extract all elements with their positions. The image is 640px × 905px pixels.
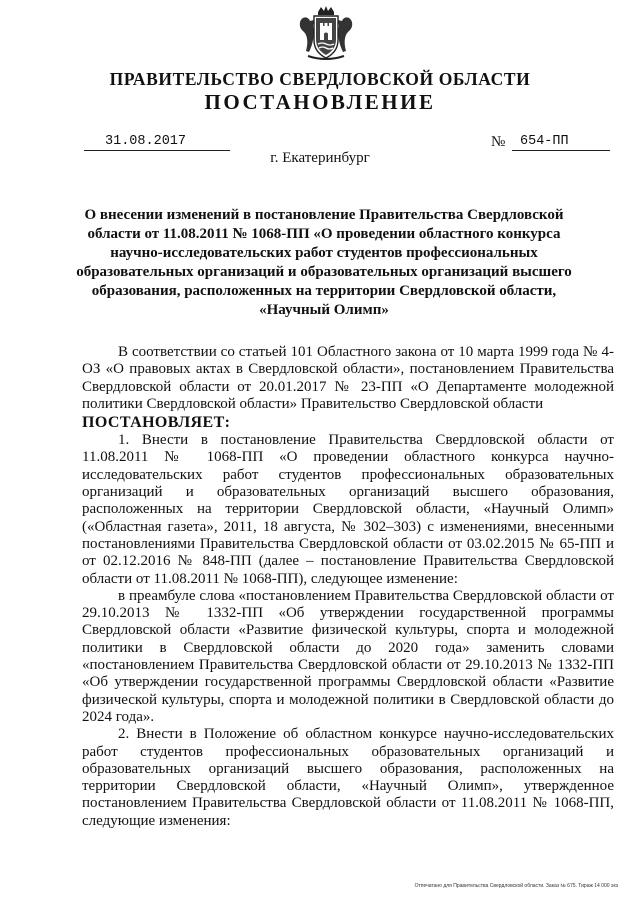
item-2-paragraph: 2. Внести в Положение об областном конкурсе научно-исследовательских работ студентов профессиональных образовательных организаций и образовательных организаций высшего образования, расположенных на территории Свердловской области, «Научный Олимп», утвержденное постановлением Правительства Свердловской области от 11.08.2011 № 1068-ПП, следующие изменения: [82, 726, 614, 829]
resolves-heading: ПОСТАНОВЛЯЕТ: [82, 414, 231, 432]
document-date: 31.08.2017 [105, 134, 187, 149]
document-number: 654-ПП [520, 134, 569, 149]
document-type: ПОСТАНОВЛЕНИЕ [204, 90, 436, 114]
document-subject: О внесении изменений в постановление Правительства Свердловской области от 11.08.2011 № 1068-ПП «О проведении областного конкурса научно-исследовательских работ студентов профессиональных образовательных организаций и образовательных организаций высшего образования, расположенных на территории Свердловской области, «Научный Олимп» [76, 207, 572, 318]
sverdlovsk-coat-of-arms-icon [296, 4, 356, 64]
item-1-change-paragraph: в преамбуле слова «постановлением Правительства Свердловской области от 29.10.2013 № 1332-ПП «Об утверждении государственной программы Свердловской области «Развитие физической культуры, спорта и молодежной политики в Свердловской области до 2020 года» заменить словами «постановлением Правительства Свердловской области от 29.10.2013 № 1332-ПП «Об утверждении государственной программы Свердловской области «Развитие физической культуры, спорта и молодежной политики в Свердловской области до 2024 года». [82, 587, 614, 725]
item-1-paragraph: 1. Внести в постановление Правительства Свердловской области от 11.08.2011 № 1068-ПП «О проведении областного конкурса научно-исследовательских работ студентов профессиональных образовательных организаций и образовательных организаций высшего образования, расположенных на территории Свердловской области, «Научный Олимп» («Областная газета», 2011, 18 августа, № 302–303) с изменениями, внесенными постановлениями Правительства Свердловской области от 03.02.2015 № 65-ПП и от 02.12.2016 № 848-ПП (далее – постановление Правительства Свердловской области от 11.08.2011 № 1068-ПП), следующее изменение: [82, 432, 614, 587]
print-footer: Отпечатано для Правительства Свердловской области. Заказ № 675. Тираж 14 000 экз [414, 883, 618, 889]
number-sign: № [491, 134, 506, 150]
intro-paragraph: В соответствии со статьей 101 Областного закона от 10 марта 1999 года № 4-ОЗ «О правовых актах в Свердловской области», постановлением Правительства Свердловской области от 20.01.2017 № 23-ПП «О Департаменте молодежной политики Свердловской области» Правительство Свердловской области [82, 344, 614, 412]
city: г. Екатеринбург [270, 150, 370, 166]
government-name: ПРАВИТЕЛЬСТВО СВЕРДЛОВСКОЙ ОБЛАСТИ [109, 69, 531, 89]
document-body [82, 344, 614, 830]
